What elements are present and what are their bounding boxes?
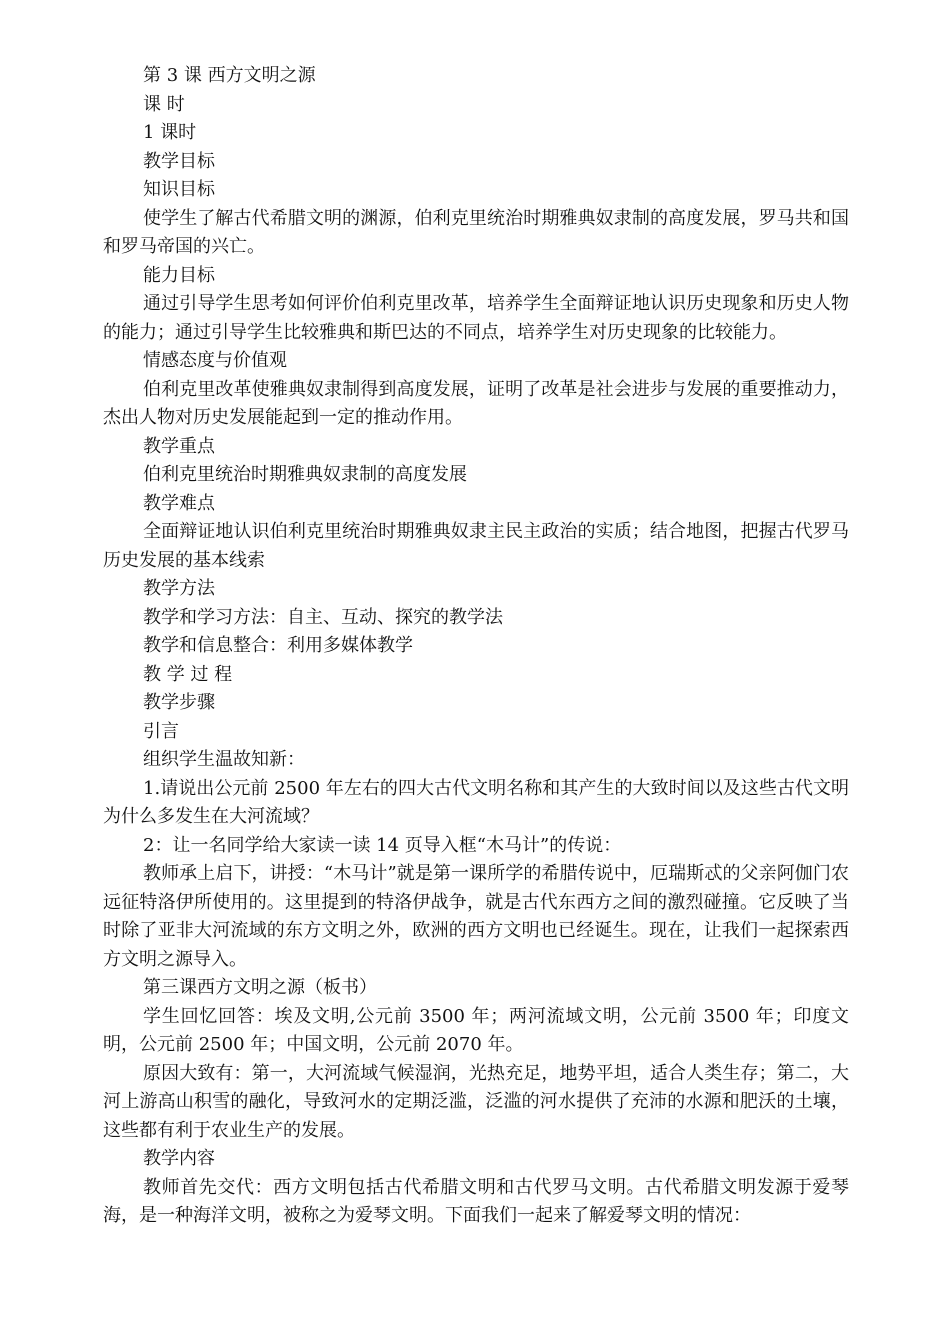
document-page: [103, 62, 849, 1231]
introduction-heading: 引言: [143, 720, 179, 742]
methods-multimedia: 教学和信息整合：利用多媒体教学: [143, 635, 413, 656]
key-points-heading: 教学重点: [143, 435, 215, 457]
methods-heading: 教学方法: [143, 578, 215, 599]
difficulties-text: 全面辩证地认识伯利克里统治时期雅典奴隶主民主政治的实质；结合地图，把握古代罗马历史发展的基本线索: [103, 521, 849, 571]
methods-learning: 教学和学习方法：自主、互动、探究的教学法: [143, 606, 503, 628]
teacher-transition: 教师承上启下，讲授：“木马计”就是第一课所学的希腊传说中，厄瑞斯忒的父亲阿伽门农远征特洛伊所使用的。这里提到的特洛伊战争，就是古代东西方之间的激烈碰撞。它反映了当时除了亚非大河流域的东方文明之外，欧洲的西方文明也已经诞生。现在，让我们一起探索西方文明之源导入。: [103, 863, 849, 970]
review-prompt: 组织学生温故知新：: [143, 749, 305, 770]
ability-goals-heading: 能力目标: [143, 264, 215, 286]
process-heading: 教 学 过 程: [143, 663, 233, 685]
content-intro: 教师首先交代：西方文明包括古代希腊文明和古代罗马文明。古代希腊文明发源于爱琴海，是一种海洋文明，被称之为爱琴文明。下面我们一起来了解爱琴文明的情况：: [103, 1176, 849, 1226]
ability-goals-text: 通过引导学生思考如何评价伯利克里改革，培养学生全面辩证地认识历史现象和历史人物的能力；通过引导学生比较雅典和斯巴达的不同点，培养学生对历史现象的比较能力。: [103, 293, 849, 343]
review-question-2: 2：让一名同学给大家读一读 14 页导入框“木马计”的传说：: [143, 834, 622, 856]
knowledge-goals-heading: 知识目标: [143, 179, 215, 200]
key-points-text: 伯利克里统治时期雅典奴隶制的高度发展: [143, 464, 467, 485]
class-hours-value: 1 课时: [143, 122, 197, 143]
board-title: 第三课西方文明之源（板书）: [143, 977, 377, 998]
review-question-1: 1.请说出公元前 2500 年左右的四大古代文明名称和其产生的大致时间以及这些古代文明为什么多发生在大河流域？: [103, 777, 849, 827]
steps-heading: 教学步骤: [143, 692, 215, 713]
difficulties-heading: 教学难点: [143, 492, 215, 514]
reasons-text: 原因大致有：第一，大河流域气候湿润，光热充足，地势平坦，适合人类生存；第二，大河上游高山积雪的融化，导致河水的定期泛滥，泛滥的河水提供了充沛的水源和肥沃的土壤，这些都有利于农业生产的发展。: [103, 1062, 849, 1141]
values-heading: 情感态度与价值观: [143, 350, 287, 371]
content-heading: 教学内容: [143, 1148, 215, 1169]
knowledge-goals-text: 使学生了解古代希腊文明的渊源，伯利克里统治时期雅典奴隶制的高度发展，罗马共和国和罗马帝国的兴亡。: [103, 207, 849, 257]
teaching-goals-heading: 教学目标: [143, 150, 215, 172]
lesson-title: 第 3 课 西方文明之源: [143, 65, 316, 86]
student-answer: 学生回忆回答：埃及文明,公元前 3500 年；两河流域文明，公元前 3500 年；印度文明，公元前 2500 年；中国文明，公元前 2070 年。: [103, 1005, 849, 1055]
class-hours-heading: 课 时: [143, 93, 185, 115]
values-text: 伯利克里改革使雅典奴隶制得到高度发展，证明了改革是社会进步与发展的重要推动力，杰出人物对历史发展能起到一定的推动作用。: [103, 378, 849, 428]
